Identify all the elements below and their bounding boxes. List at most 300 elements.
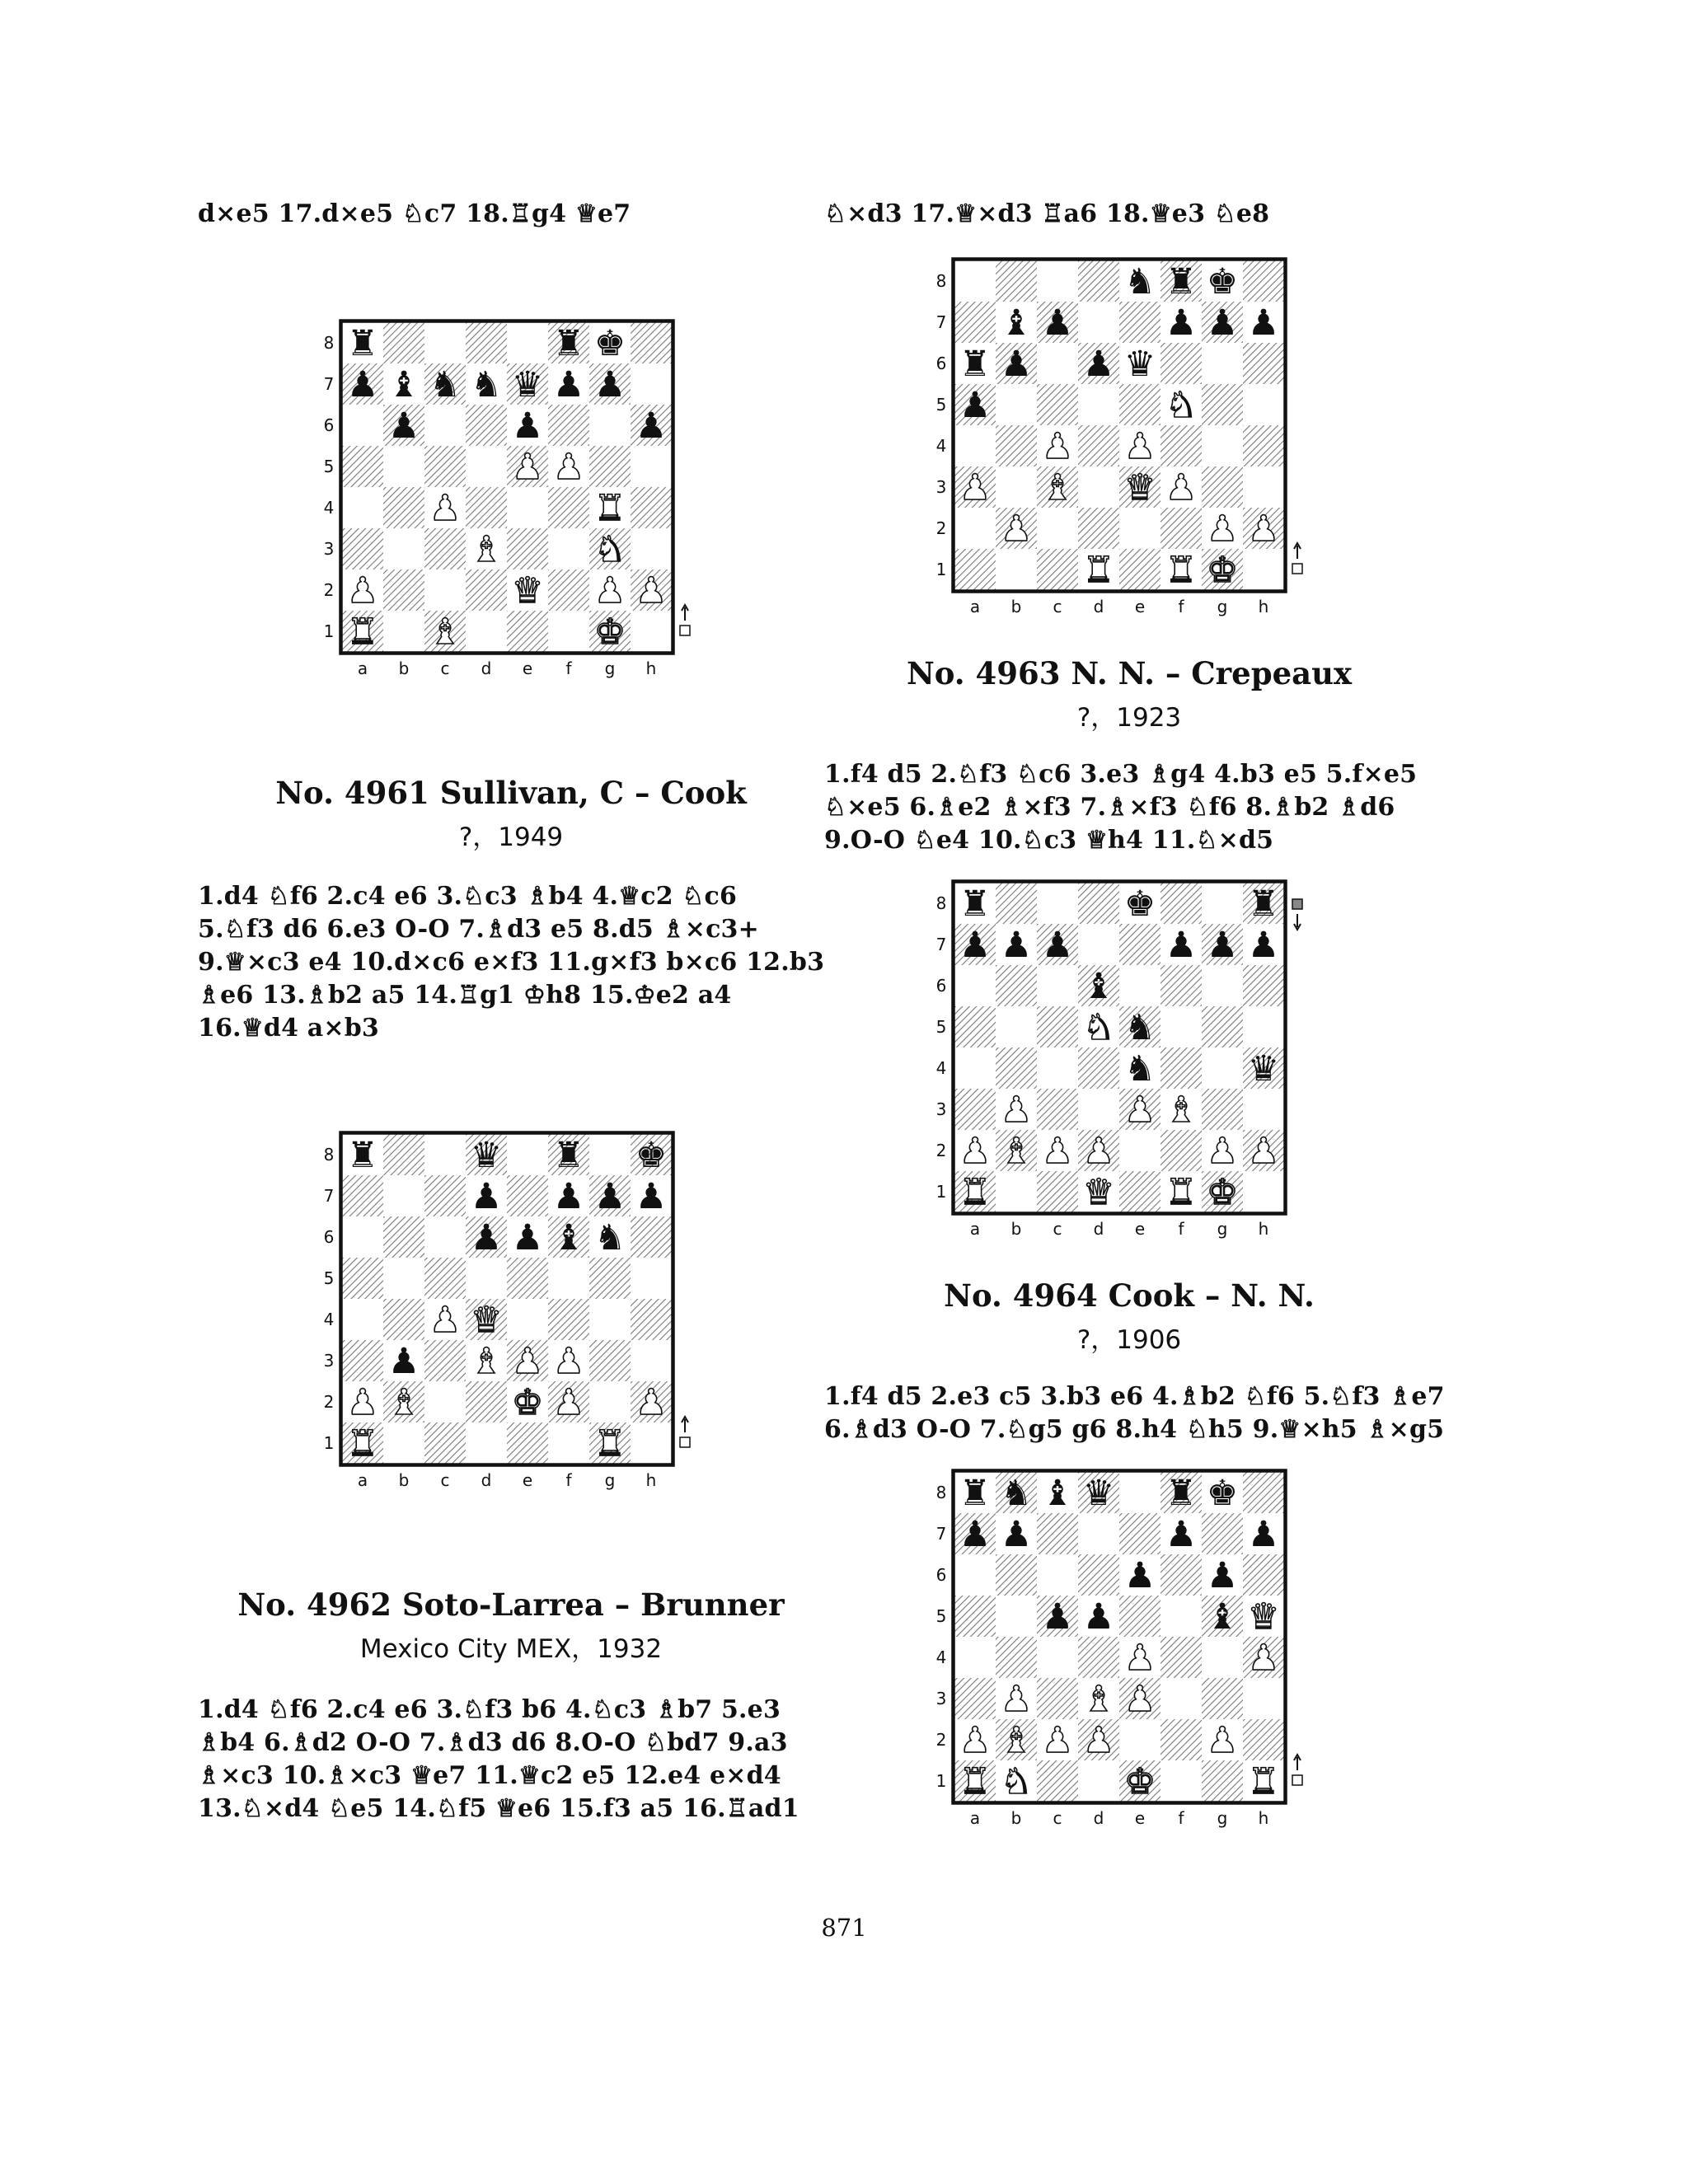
black-pawn-icon: ♟ bbox=[387, 1341, 420, 1382]
black-pawn-icon: ♟ bbox=[470, 1217, 503, 1258]
light-square bbox=[1037, 343, 1078, 384]
dark-square bbox=[1160, 1554, 1202, 1596]
white-king-icon: ♚ bbox=[1123, 1761, 1156, 1802]
light-square bbox=[996, 1171, 1037, 1212]
game-4964-moves bbox=[824, 1380, 1445, 1446]
light-square bbox=[1160, 1678, 1202, 1719]
rank-label: 6 bbox=[323, 415, 335, 435]
black-rook-icon: ♜ bbox=[959, 344, 992, 385]
file-label: c bbox=[440, 658, 450, 678]
rank-label: 8 bbox=[935, 893, 947, 913]
dark-square bbox=[424, 446, 466, 487]
dark-square bbox=[996, 260, 1037, 302]
light-square bbox=[548, 528, 589, 569]
game-4961-subtitle: ?，1949 bbox=[458, 823, 564, 852]
white-pawn-icon: ♟ bbox=[552, 1341, 585, 1382]
black-pawn-icon: ♟ bbox=[959, 385, 992, 426]
moves-line: 5.♘f3 d6 6.e3 O-O 7.♗d3 e5 8.d5 ♗×c3+ bbox=[198, 915, 759, 944]
chess-diagram-left-1 bbox=[317, 317, 696, 692]
rank-label: 7 bbox=[935, 1524, 947, 1544]
moves-line: 1.d4 ♘f6 2.c4 e6 3.♘f3 b6 4.♘c3 ♗b7 5.e3 bbox=[198, 1695, 781, 1724]
dark-square bbox=[1160, 1047, 1202, 1089]
dark-square bbox=[1202, 1006, 1243, 1047]
white-pawn-icon: ♟ bbox=[1123, 1090, 1156, 1131]
dark-square bbox=[1078, 1047, 1119, 1089]
white-rook-icon: ♜ bbox=[1082, 550, 1115, 591]
black-bishop-icon: ♝ bbox=[1082, 966, 1115, 1007]
black-pawn-icon: ♟ bbox=[1123, 1555, 1156, 1596]
rank-label: 5 bbox=[323, 1268, 335, 1288]
black-pawn-icon: ♟ bbox=[635, 1176, 668, 1217]
light-square bbox=[589, 1381, 631, 1422]
light-square bbox=[1078, 924, 1119, 965]
rank-label: 8 bbox=[323, 1145, 335, 1165]
dark-square bbox=[424, 1340, 466, 1381]
file-label: d bbox=[1093, 597, 1104, 616]
left-continuation-moves bbox=[198, 198, 824, 231]
black-bishop-icon: ♝ bbox=[387, 364, 420, 405]
dark-square bbox=[954, 549, 996, 590]
black-queen-icon: ♛ bbox=[1123, 344, 1156, 385]
dark-square bbox=[631, 487, 672, 528]
black-bishop-icon: ♝ bbox=[1206, 1596, 1239, 1638]
white-pawn-icon: ♟ bbox=[1247, 1638, 1280, 1679]
light-square bbox=[1160, 1596, 1202, 1637]
dark-square bbox=[1037, 1678, 1078, 1719]
light-square bbox=[466, 1422, 507, 1464]
moves-line: d×e5 17.d×e5 ♘c7 18.♖g4 ♕e7 bbox=[198, 199, 631, 228]
white-to-move-indicator bbox=[1292, 543, 1302, 574]
white-pawn-icon: ♟ bbox=[1000, 1090, 1033, 1131]
black-pawn-icon: ♟ bbox=[1247, 302, 1280, 344]
black-pawn-icon: ♟ bbox=[1000, 344, 1033, 385]
light-square bbox=[1202, 1637, 1243, 1678]
white-king-icon: ♚ bbox=[1206, 550, 1239, 591]
black-rook-icon: ♜ bbox=[552, 323, 585, 364]
dark-square bbox=[466, 405, 507, 446]
dark-square bbox=[383, 487, 424, 528]
black-king-icon: ♚ bbox=[593, 323, 626, 364]
white-pawn-icon: ♟ bbox=[1123, 1638, 1156, 1679]
file-label: g bbox=[1217, 1808, 1228, 1828]
file-label: b bbox=[398, 658, 410, 678]
light-square bbox=[1243, 549, 1284, 590]
dark-square bbox=[1078, 508, 1119, 549]
black-bishop-icon: ♝ bbox=[1000, 302, 1033, 344]
file-label: e bbox=[522, 1470, 533, 1490]
rank-label: 2 bbox=[935, 518, 947, 538]
white-queen-icon: ♛ bbox=[511, 570, 544, 612]
black-pawn-icon: ♟ bbox=[1247, 925, 1280, 966]
white-pawn-icon: ♟ bbox=[1000, 509, 1033, 550]
black-queen-icon: ♛ bbox=[1247, 1048, 1280, 1090]
light-square bbox=[1119, 508, 1160, 549]
dark-square bbox=[342, 1175, 383, 1216]
white-pawn-icon: ♟ bbox=[1247, 1131, 1280, 1172]
light-square bbox=[1037, 508, 1078, 549]
black-rook-icon: ♜ bbox=[346, 323, 379, 364]
white-pawn-icon: ♟ bbox=[429, 488, 462, 529]
light-square bbox=[507, 322, 548, 363]
light-square bbox=[1202, 965, 1243, 1006]
light-square bbox=[1243, 1678, 1284, 1719]
white-bishop-icon: ♝ bbox=[387, 1382, 420, 1423]
black-king-icon: ♚ bbox=[1123, 883, 1156, 925]
light-square bbox=[466, 611, 507, 652]
black-knight-icon: ♞ bbox=[1123, 1048, 1156, 1090]
dark-square bbox=[1160, 1637, 1202, 1678]
light-square bbox=[1160, 1006, 1202, 1047]
dark-square bbox=[1119, 1171, 1160, 1212]
dark-square bbox=[383, 322, 424, 363]
black-pawn-icon: ♟ bbox=[387, 405, 420, 447]
rank-label: 4 bbox=[323, 498, 335, 518]
black-pawn-icon: ♟ bbox=[1041, 925, 1074, 966]
white-pawn-icon: ♟ bbox=[1041, 426, 1074, 467]
light-square bbox=[631, 528, 672, 569]
white-to-move-indicator bbox=[680, 605, 690, 635]
dark-square bbox=[1119, 1513, 1160, 1554]
rank-label: 8 bbox=[935, 1483, 947, 1502]
light-square bbox=[589, 1134, 631, 1175]
file-label: c bbox=[1053, 597, 1062, 616]
black-pawn-icon: ♟ bbox=[470, 1176, 503, 1217]
black-pawn-icon: ♟ bbox=[959, 1514, 992, 1555]
light-square bbox=[1202, 883, 1243, 924]
dark-square bbox=[1160, 1719, 1202, 1760]
dark-square bbox=[424, 1422, 466, 1464]
rank-label: 2 bbox=[935, 1730, 947, 1750]
light-square bbox=[631, 611, 672, 652]
dark-square bbox=[1078, 1637, 1119, 1678]
white-pawn-icon: ♟ bbox=[1206, 1720, 1239, 1761]
white-bishop-icon: ♝ bbox=[470, 1341, 503, 1382]
rank-label: 7 bbox=[935, 312, 947, 332]
black-knight-icon: ♞ bbox=[593, 1217, 626, 1258]
moves-line: 6.♗d3 O-O 7.♘g5 g6 8.h4 ♘h5 9.♕×h5 ♗×g5 bbox=[824, 1415, 1445, 1444]
file-label: h bbox=[1258, 1808, 1269, 1828]
dark-square bbox=[383, 1216, 424, 1258]
black-to-move-indicator bbox=[1292, 899, 1302, 930]
light-square bbox=[1078, 384, 1119, 425]
white-pawn-icon: ♟ bbox=[511, 1341, 544, 1382]
chess-diagram-right-2 bbox=[930, 878, 1309, 1253]
file-label: b bbox=[1010, 1808, 1022, 1828]
dark-square bbox=[1243, 425, 1284, 466]
dark-square bbox=[424, 1258, 466, 1299]
dark-square bbox=[342, 1258, 383, 1299]
game-4962-moves bbox=[198, 1694, 812, 1825]
dark-square bbox=[342, 1340, 383, 1381]
light-square bbox=[1037, 965, 1078, 1006]
dark-square bbox=[589, 1258, 631, 1299]
black-bishop-icon: ♝ bbox=[552, 1217, 585, 1258]
rank-label: 3 bbox=[323, 1351, 335, 1371]
rank-label: 4 bbox=[323, 1310, 335, 1329]
white-pawn-icon: ♟ bbox=[1123, 1679, 1156, 1720]
rank-label: 5 bbox=[323, 457, 335, 476]
light-square bbox=[424, 1381, 466, 1422]
black-rook-icon: ♜ bbox=[959, 1473, 992, 1514]
light-square bbox=[548, 611, 589, 652]
light-square bbox=[507, 1134, 548, 1175]
dark-square bbox=[424, 528, 466, 569]
white-pawn-icon: ♟ bbox=[552, 1382, 585, 1423]
light-square bbox=[466, 446, 507, 487]
dark-square bbox=[954, 1089, 996, 1130]
black-pawn-icon: ♟ bbox=[1041, 302, 1074, 344]
moves-line: 9.O-O ♘e4 10.♘c3 ♕h4 11.♘×d5 bbox=[824, 826, 1274, 855]
file-label: c bbox=[440, 1470, 450, 1490]
chess-diagram-right-3 bbox=[930, 1467, 1309, 1842]
white-square-marker bbox=[1292, 564, 1302, 574]
light-square bbox=[1037, 1637, 1078, 1678]
black-rook-icon: ♜ bbox=[959, 883, 992, 925]
dark-square bbox=[548, 487, 589, 528]
moves-line: 13.♘×d4 ♘e5 14.♘f5 ♕e6 15.f3 a5 16.♖ad1 bbox=[198, 1794, 799, 1823]
dark-square bbox=[1243, 343, 1284, 384]
dark-square bbox=[342, 446, 383, 487]
rank-label: 8 bbox=[323, 333, 335, 353]
file-label: g bbox=[1217, 597, 1228, 616]
light-square bbox=[1078, 466, 1119, 508]
rank-label: 1 bbox=[935, 560, 947, 579]
rank-label: 4 bbox=[935, 1647, 947, 1667]
black-pawn-icon: ♟ bbox=[1206, 302, 1239, 344]
chess-diagram-left-2 bbox=[317, 1129, 696, 1504]
light-square bbox=[1243, 384, 1284, 425]
black-pawn-icon: ♟ bbox=[593, 1176, 626, 1217]
file-label: f bbox=[1178, 1808, 1184, 1828]
black-knight-icon: ♞ bbox=[1123, 261, 1156, 302]
black-pawn-icon: ♟ bbox=[1000, 1514, 1033, 1555]
light-square bbox=[954, 260, 996, 302]
dark-square bbox=[507, 1258, 548, 1299]
rank-label: 1 bbox=[935, 1182, 947, 1202]
black-king-icon: ♚ bbox=[635, 1135, 668, 1176]
white-rook-icon: ♜ bbox=[1165, 1172, 1198, 1213]
rank-label: 5 bbox=[935, 1606, 947, 1626]
dark-square bbox=[548, 405, 589, 446]
light-square bbox=[424, 322, 466, 363]
dark-square bbox=[996, 1554, 1037, 1596]
light-square bbox=[631, 1340, 672, 1381]
file-label: h bbox=[1258, 597, 1269, 616]
light-square bbox=[1037, 1554, 1078, 1596]
light-square bbox=[631, 446, 672, 487]
rank-label: 7 bbox=[935, 935, 947, 954]
light-square bbox=[996, 1596, 1037, 1637]
white-square-marker bbox=[680, 1437, 690, 1447]
moves-line: 9.♕×c3 e4 10.d×c6 e×f3 11.g×f3 b×c6 12.b3 bbox=[198, 948, 825, 977]
light-square bbox=[1078, 1513, 1119, 1554]
white-knight-icon: ♞ bbox=[1165, 385, 1198, 426]
light-square bbox=[954, 425, 996, 466]
file-label: f bbox=[565, 658, 572, 678]
white-bishop-icon: ♝ bbox=[470, 529, 503, 570]
black-queen-icon: ♛ bbox=[470, 1135, 503, 1176]
game-4961-moves bbox=[198, 880, 825, 1045]
black-king-icon: ♚ bbox=[1206, 1473, 1239, 1514]
light-square bbox=[1243, 466, 1284, 508]
file-label: g bbox=[604, 1470, 616, 1490]
dark-square bbox=[1160, 425, 1202, 466]
white-to-move-indicator bbox=[680, 1417, 690, 1447]
white-pawn-icon: ♟ bbox=[1041, 1720, 1074, 1761]
file-label: e bbox=[1134, 597, 1146, 616]
dark-square bbox=[383, 1299, 424, 1340]
dark-square bbox=[1037, 384, 1078, 425]
black-pawn-icon: ♟ bbox=[1165, 302, 1198, 344]
dark-square bbox=[631, 1299, 672, 1340]
white-queen-icon: ♛ bbox=[1247, 1596, 1280, 1638]
file-label: b bbox=[398, 1470, 410, 1490]
white-rook-icon: ♜ bbox=[346, 612, 379, 653]
black-pawn-icon: ♟ bbox=[959, 925, 992, 966]
black-rook-icon: ♜ bbox=[552, 1135, 585, 1176]
dark-square bbox=[466, 1381, 507, 1422]
moves-line: 1.f4 d5 2.♘f3 ♘c6 3.e3 ♗g4 4.b3 e5 5.f×e5 bbox=[824, 760, 1418, 789]
moves-line: ♗b4 6.♗d2 O-O 7.♗d3 d6 8.O-O ♘bd7 9.a3 bbox=[198, 1728, 788, 1757]
light-square bbox=[631, 1258, 672, 1299]
moves-line: 1.d4 ♘f6 2.c4 e6 3.♘c3 ♗b4 4.♕c2 ♘c6 bbox=[198, 882, 738, 911]
black-pawn-icon: ♟ bbox=[346, 364, 379, 405]
light-square bbox=[342, 1216, 383, 1258]
file-label: e bbox=[522, 658, 533, 678]
dark-square bbox=[1119, 924, 1160, 965]
black-queen-icon: ♛ bbox=[1082, 1473, 1115, 1514]
dark-square bbox=[1078, 425, 1119, 466]
moves-line: ♗e6 13.♗b2 a5 14.♖g1 ♔h8 15.♔e2 a4 bbox=[198, 981, 732, 1010]
moves-line: ♘×e5 6.♗e2 ♗×f3 7.♗×f3 ♘f6 8.♗b2 ♗d6 bbox=[824, 793, 1395, 822]
rank-label: 7 bbox=[323, 1186, 335, 1206]
white-knight-icon: ♞ bbox=[593, 529, 626, 570]
light-square bbox=[996, 384, 1037, 425]
white-pawn-icon: ♟ bbox=[1123, 426, 1156, 467]
dark-square bbox=[1119, 384, 1160, 425]
dark-square bbox=[1119, 549, 1160, 590]
white-pawn-icon: ♟ bbox=[552, 447, 585, 488]
dark-square bbox=[996, 1047, 1037, 1089]
black-pawn-icon: ♟ bbox=[1082, 1596, 1115, 1638]
rank-label: 1 bbox=[323, 621, 335, 641]
light-square bbox=[1202, 425, 1243, 466]
file-label: h bbox=[1258, 1219, 1269, 1239]
rank-label: 3 bbox=[935, 1689, 947, 1708]
moves-line: ♘×d3 17.♕×d3 ♖a6 18.♕e3 ♘e8 bbox=[824, 199, 1270, 228]
dark-square bbox=[996, 425, 1037, 466]
white-knight-icon: ♞ bbox=[1000, 1761, 1033, 1802]
light-square bbox=[1037, 1047, 1078, 1089]
light-square bbox=[954, 1637, 996, 1678]
black-knight-icon: ♞ bbox=[470, 364, 503, 405]
right-continuation-moves bbox=[824, 198, 1451, 231]
dark-square bbox=[1078, 883, 1119, 924]
dark-square bbox=[1202, 1760, 1243, 1802]
light-square bbox=[383, 1422, 424, 1464]
dark-square bbox=[1243, 965, 1284, 1006]
dark-square bbox=[954, 302, 996, 343]
white-rook-icon: ♜ bbox=[346, 1423, 379, 1465]
white-queen-icon: ♛ bbox=[1082, 1172, 1115, 1213]
dark-square bbox=[548, 569, 589, 611]
light-square bbox=[507, 487, 548, 528]
light-square bbox=[1202, 1047, 1243, 1089]
light-square bbox=[342, 405, 383, 446]
white-rook-icon: ♜ bbox=[1165, 550, 1198, 591]
white-pawn-icon: ♟ bbox=[1082, 1131, 1115, 1172]
dark-square bbox=[954, 1006, 996, 1047]
rank-label: 1 bbox=[935, 1771, 947, 1791]
dark-square bbox=[383, 569, 424, 611]
black-pawn-icon: ♟ bbox=[1206, 1555, 1239, 1596]
rank-label: 3 bbox=[935, 1099, 947, 1119]
dark-square bbox=[1202, 1678, 1243, 1719]
dark-square bbox=[1160, 1130, 1202, 1171]
light-square bbox=[631, 363, 672, 405]
light-square bbox=[424, 1216, 466, 1258]
file-label: a bbox=[357, 658, 368, 678]
dark-square bbox=[1243, 1554, 1284, 1596]
white-bishop-icon: ♝ bbox=[1000, 1131, 1033, 1172]
dark-square bbox=[1202, 466, 1243, 508]
dark-square bbox=[507, 1175, 548, 1216]
moves-line: ♗×c3 10.♗×c3 ♕e7 11.♕c2 e5 12.e4 e×d4 bbox=[198, 1761, 781, 1790]
moves-line: 16.♕d4 a×b3 bbox=[198, 1014, 380, 1043]
chess-diagram-right-1 bbox=[930, 255, 1309, 630]
black-bishop-icon: ♝ bbox=[1041, 1473, 1074, 1514]
light-square bbox=[424, 569, 466, 611]
light-square bbox=[1119, 1719, 1160, 1760]
black-pawn-icon: ♟ bbox=[1165, 1514, 1198, 1555]
rank-label: 5 bbox=[935, 1017, 947, 1037]
rank-label: 7 bbox=[323, 374, 335, 394]
dark-square bbox=[996, 1637, 1037, 1678]
dark-square bbox=[507, 528, 548, 569]
white-pawn-icon: ♟ bbox=[1247, 509, 1280, 550]
file-label: c bbox=[1053, 1219, 1062, 1239]
dark-square bbox=[1202, 384, 1243, 425]
dark-square bbox=[1037, 1006, 1078, 1047]
light-square bbox=[996, 1006, 1037, 1047]
dark-square bbox=[507, 611, 548, 652]
game-4963-subtitle: ?，1923 bbox=[1076, 703, 1182, 733]
white-knight-icon: ♞ bbox=[1082, 1007, 1115, 1048]
file-label: g bbox=[1217, 1219, 1228, 1239]
light-square bbox=[1037, 260, 1078, 302]
dark-square bbox=[1078, 260, 1119, 302]
white-square-marker bbox=[680, 626, 690, 635]
game-4963-moves bbox=[824, 758, 1438, 857]
dark-square bbox=[954, 1678, 996, 1719]
black-knight-icon: ♞ bbox=[1000, 1473, 1033, 1514]
file-label: b bbox=[1010, 1219, 1022, 1239]
game-4963-title: No. 4963 N. N. – Crepeaux bbox=[906, 655, 1353, 691]
page-number: 871 bbox=[821, 1914, 867, 1942]
light-square bbox=[1037, 883, 1078, 924]
white-pawn-icon: ♟ bbox=[959, 1720, 992, 1761]
light-square bbox=[954, 965, 996, 1006]
white-square-marker bbox=[1292, 1775, 1302, 1785]
black-pawn-icon: ♟ bbox=[1041, 1596, 1074, 1638]
black-rook-icon: ♜ bbox=[1247, 883, 1280, 925]
white-pawn-icon: ♟ bbox=[1000, 1679, 1033, 1720]
white-king-icon: ♚ bbox=[1206, 1172, 1239, 1213]
white-bishop-icon: ♝ bbox=[1082, 1679, 1115, 1720]
black-rook-icon: ♜ bbox=[1165, 1473, 1198, 1514]
moves-line: 1.f4 d5 2.e3 c5 3.b3 e6 4.♗b2 ♘f6 5.♘f3 ♗e7 bbox=[824, 1382, 1445, 1411]
light-square bbox=[383, 1175, 424, 1216]
